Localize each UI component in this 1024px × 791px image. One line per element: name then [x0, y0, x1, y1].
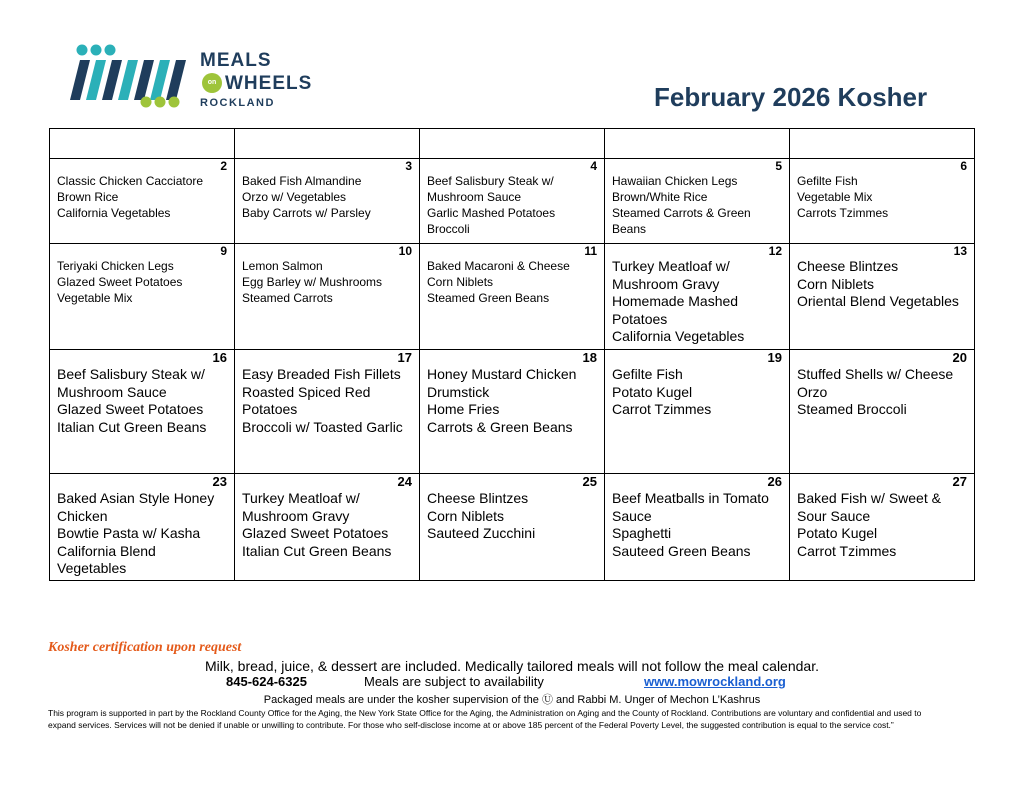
logo-line-wheels: WHEELS [225, 73, 313, 94]
kosher-supervision-note: Packaged meals are under the kosher supervision of the Ⓤ and Rabbi M. Unger of Mechon L’Kashrus [263, 694, 761, 706]
day-cell [50, 159, 235, 244]
menu-item: Vegetable Mix [797, 190, 873, 204]
menu-item: Cheese Blintzes [427, 490, 529, 506]
day-cell [420, 159, 605, 244]
menu-item: Sauteed Zucchini [427, 525, 536, 541]
menu-item: Baked Asian Style Honey [57, 490, 215, 506]
menu-calendar [49, 128, 975, 581]
day-cell [790, 474, 975, 581]
header-cell [790, 129, 975, 159]
funding-fine-print: This program is supported in part by the Rockland County Office for the Aging, the New York State Office for the Aging, the Administration on Aging and the County of Rockland. Contributions are voluntary and confidential and used to expand services. Services will not be denied if unable or unwilling to contribute. For those who self-disclose income at or above 185 percent of the Federal Poverty Level, the suggested contribution is equal to the service cost.” [48, 708, 922, 730]
day-cell [790, 244, 975, 350]
menu-item: Gefilte Fish [612, 366, 683, 382]
menu-item: Classic Chicken Cacciatore [57, 174, 204, 188]
menu-item: California Vegetables [57, 206, 171, 220]
day-number: 27 [952, 474, 967, 489]
menu-item: Steamed Broccoli [797, 401, 907, 417]
menu-item: Egg Barley w/ Mushrooms [242, 275, 383, 289]
day-cell [50, 474, 235, 581]
menu-item: Carrot Tzimmes [797, 542, 897, 559]
menu-item: Glazed Sweet Potatoes [242, 525, 389, 541]
menu-item: Potato Kugel [797, 525, 878, 541]
menu-item: Orzo w/ Vegetables [242, 190, 347, 204]
menu-item: Beef Meatballs in Tomato [612, 490, 769, 506]
logo-line-meals: MEALS [200, 50, 272, 71]
menu-item: Vegetables [57, 560, 127, 576]
menu-item: Steamed Carrots & Green [612, 206, 751, 220]
day-number: 19 [767, 350, 782, 365]
day-cell [790, 350, 975, 474]
day-cell [605, 159, 790, 244]
menu-item: Spaghetti [612, 525, 672, 541]
day-number: 13 [953, 244, 967, 258]
day-cell [235, 244, 420, 350]
day-cell [605, 350, 790, 474]
day-number: 5 [775, 159, 782, 173]
day-number: 25 [582, 474, 597, 489]
kosher-certification-note: Kosher certification upon request [48, 640, 242, 655]
page-title: February 2026 Kosher [654, 82, 928, 112]
menu-item: Turkey Meatloaf w/ [242, 490, 360, 506]
menu-item: California Vegetables [612, 328, 745, 344]
menu-item: Sauteed Green Beans [612, 542, 751, 559]
menu-item: Chicken [57, 507, 108, 524]
day-cell [790, 159, 975, 244]
day-number: 2 [220, 159, 227, 173]
availability-note: Meals are subject to availability [364, 674, 544, 689]
day-number: 20 [952, 350, 967, 365]
menu-item: Hawaiian Chicken Legs [612, 174, 738, 188]
day-number: 9 [220, 244, 227, 258]
day-cell [420, 244, 605, 350]
day-cell [605, 244, 790, 350]
menu-item: Potatoes [242, 401, 298, 417]
menu-item: Broccoli [427, 222, 470, 236]
menu-item: Baby Carrots w/ Parsley [242, 206, 371, 220]
menu-item: Mushroom Sauce [57, 383, 167, 400]
menu-item: Steamed Carrots [242, 291, 333, 305]
day-cell [605, 474, 790, 581]
menu-item: Mushroom Gravy [612, 275, 720, 292]
day-number: 6 [960, 159, 967, 173]
day-number: 18 [582, 350, 597, 365]
phone-number: 845-624-6325 [226, 674, 307, 689]
menu-item: Sauce [612, 507, 652, 524]
menu-item: Carrots Tzimmes [797, 206, 889, 220]
day-cell [420, 474, 605, 581]
menu-item: Brown Rice [57, 190, 119, 204]
menu-item: Brown/White Rice [612, 190, 708, 204]
menu-item: Homemade Mashed [612, 293, 739, 309]
menu-item: Steamed Green Beans [427, 291, 550, 305]
day-number: 3 [405, 159, 412, 173]
included-note: Milk, bread, juice, & dessert are included. Medically tailored meals will not follow the meal calendar. [205, 658, 819, 674]
menu-item: Gefilte Fish [797, 174, 858, 188]
menu-item: Teriyaki Chicken Legs [57, 259, 174, 273]
menu-item: Baked Fish w/ Sweet & [797, 490, 941, 506]
menu-item: Italian Cut Green Beans [57, 418, 207, 435]
menu-item: Honey Mustard Chicken [427, 366, 577, 382]
menu-item: Orzo [797, 383, 828, 400]
calendar-week-row [50, 159, 975, 244]
menu-item: Oriental Blend Vegetables [797, 293, 959, 309]
logo-on-badge: on [202, 73, 222, 93]
menu-item: Corn Niblets [427, 507, 505, 524]
day-number: 26 [767, 474, 782, 489]
menu-item: Carrot Tzimmes [612, 401, 712, 417]
day-cell [50, 244, 235, 350]
day-cell [235, 159, 420, 244]
menu-item: Roasted Spiced Red [242, 383, 371, 400]
menu-item: Stuffed Shells w/ Cheese [797, 366, 954, 382]
menu-item: Glazed Sweet Potatoes [57, 275, 183, 289]
menu-item: Baked Macaroni & Cheese [427, 259, 570, 273]
calendar-week-row [50, 474, 975, 581]
calendar-header-row [50, 129, 975, 159]
menu-item: Home Fries [427, 401, 500, 417]
day-cell [235, 350, 420, 474]
menu-item: Beef Salisbury Steak w/ [57, 366, 205, 382]
header-cell [50, 129, 235, 159]
menu-item: Baked Fish Almandine [242, 174, 362, 188]
menu-item: Cheese Blintzes [797, 258, 899, 274]
day-cell [50, 350, 235, 474]
day-number: 12 [768, 244, 782, 258]
day-number: 4 [590, 159, 597, 173]
calendar-week-row [50, 244, 975, 350]
menu-item: Easy Breaded Fish Fillets [242, 366, 401, 382]
header-cell [235, 129, 420, 159]
menu-item: Carrots & Green Beans [427, 418, 573, 435]
calendar-week-row [50, 350, 975, 474]
menu-item: Mushroom Sauce [427, 190, 522, 204]
menu-item: Glazed Sweet Potatoes [57, 401, 204, 417]
menu-item: Corn Niblets [427, 275, 494, 289]
day-number: 11 [584, 244, 597, 258]
menu-item: Vegetable Mix [57, 291, 133, 305]
menu-item: Drumstick [427, 383, 490, 400]
menu-item: Bowtie Pasta w/ Kasha [57, 525, 201, 541]
menu-item: Beef Salisbury Steak w/ [427, 174, 554, 188]
menu-item: Potato Kugel [612, 383, 693, 400]
day-number: 16 [212, 350, 227, 365]
day-cell [420, 350, 605, 474]
menu-item: Lemon Salmon [242, 259, 323, 273]
menu-item: Broccoli w/ Toasted Garlic [242, 418, 403, 435]
menu-item: Turkey Meatloaf w/ [612, 258, 730, 274]
day-number: 10 [398, 244, 412, 258]
header-cell [420, 129, 605, 159]
menu-item: Italian Cut Green Beans [242, 542, 392, 559]
day-cell [235, 474, 420, 581]
day-number: 24 [397, 474, 412, 489]
menu-item: California Blend [57, 542, 156, 559]
menu-item: Corn Niblets [797, 275, 875, 292]
menu-item: Potatoes [612, 310, 668, 327]
menu-item: Beans [612, 222, 647, 236]
day-number: 17 [397, 350, 412, 365]
logo-line-rockland: ROCKLAND [200, 97, 275, 109]
header-cell [605, 129, 790, 159]
menu-item: Garlic Mashed Potatoes [427, 206, 556, 220]
menu-item: Mushroom Gravy [242, 507, 350, 524]
day-number: 23 [212, 474, 227, 489]
menu-item: Sour Sauce [797, 507, 871, 524]
website-link[interactable]: www.mowrockland.org [644, 674, 786, 689]
